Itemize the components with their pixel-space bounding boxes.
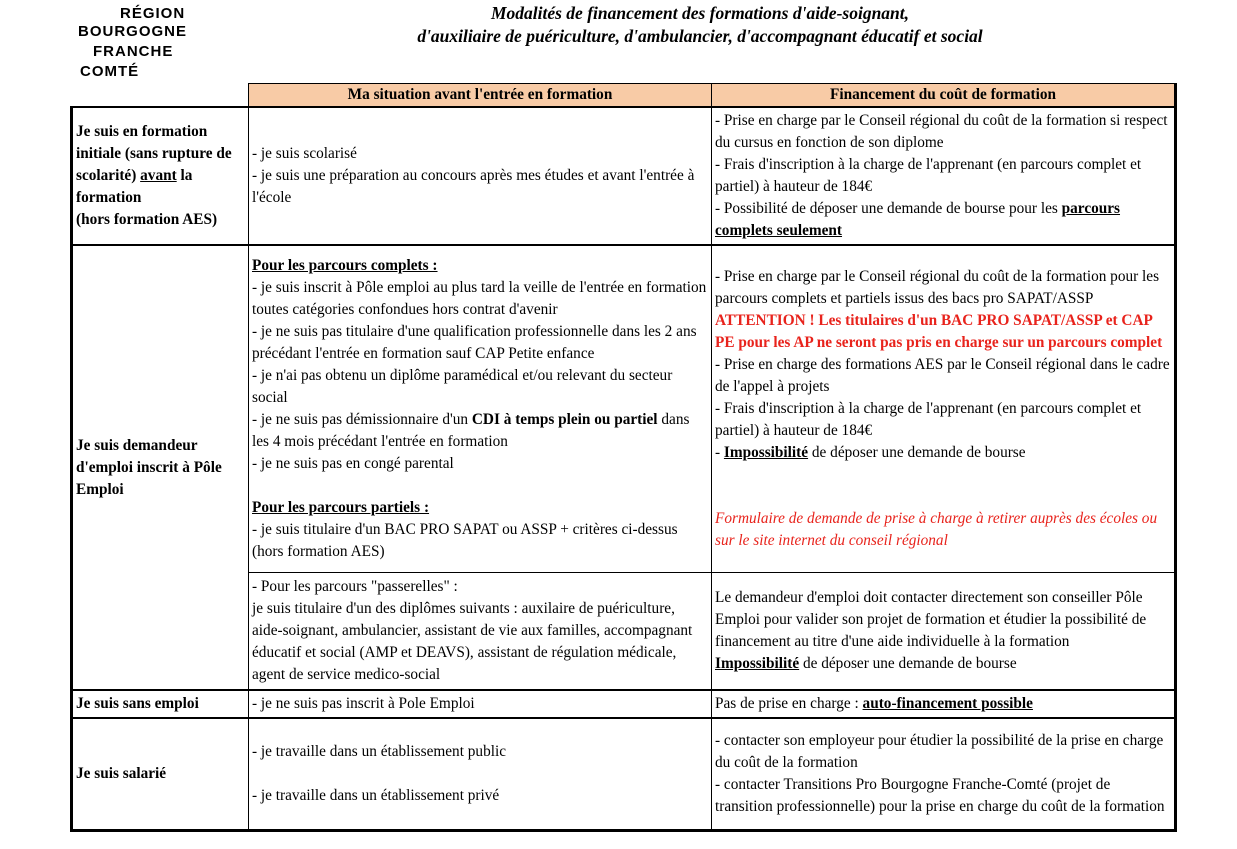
row1-label-avant: avant (140, 167, 177, 184)
row2-c5: - je ne suis pas en congé parental (252, 455, 454, 472)
row2-fin-4-pre: - (715, 444, 724, 461)
row4-fin-bold: auto-financement possible (862, 695, 1033, 712)
row2-c2: - je ne suis pas titulaire d'une qualification professionnelle dans les 2 ans précédant l'entrée en formation sauf CAP Petite enfance (252, 323, 697, 362)
header-financement: Financement du coût de formation (712, 84, 1176, 108)
row3-f2-post: de déposer une demande de bourse (799, 655, 1017, 672)
row1-fin-1: - Prise en charge par le Conseil régional du coût de la formation si respect du cursus en fonction de son diplome (715, 112, 1168, 151)
row2-c4a: - je ne suis pas démissionnaire d'un (252, 411, 472, 428)
page-title (290, 2, 1110, 48)
row3-situation-cell (249, 573, 712, 691)
row3-f2-bold: Impossibilité (715, 655, 800, 672)
row5-situation-cell (249, 718, 712, 831)
row5-s2: - je travaille dans un établissement privé (252, 787, 500, 804)
row1-label-a: Je suis en formation initiale (sans rupture de scolarité) (76, 123, 232, 184)
row2-fin-1: - Prise en charge par le Conseil régional du coût de la formation pour les parcours complets et partiels issus des bacs pro SAPAT/ASSP (715, 268, 1160, 307)
row5-financement-cell (712, 718, 1176, 831)
row2-p1: - je suis titulaire d'un BAC PRO SAPAT ou ASSP + critères ci-dessus (hors formation AES) (252, 521, 678, 560)
table-row (72, 107, 1176, 245)
row2-situation-cell (249, 245, 712, 573)
row2-fin-3: - Frais d'inscription à la charge de l'apprenant (en parcours complet et partiel) à hauteur de 184€ (715, 400, 1142, 439)
row5-f1: - contacter son employeur pour étudier la possibilité de la prise en charge du coût de la formation (715, 732, 1164, 771)
row1-label-c: (hors formation AES) (76, 211, 218, 228)
row1-situation-1: - je suis scolarisé (252, 145, 357, 162)
row5-label: Je suis salarié (76, 765, 167, 782)
row-label-sans-emploi (72, 690, 249, 718)
row3-financement-cell (712, 573, 1176, 691)
logo-line-1: RÉGION (120, 5, 186, 22)
row5-f2: - contacter Transitions Pro Bourgogne Franche-Comté (projet de transition professionnelle) pour la prise en charge du coût de la formation (715, 776, 1165, 815)
row2-fin-2: - Prise en charge des formations AES par le Conseil régional dans le cadre de l'appel à projets (715, 356, 1170, 395)
row1-financement-cell (712, 107, 1176, 245)
row2-partiels-heading: Pour les parcours partiels : (252, 499, 430, 516)
row-label-salarie (72, 718, 249, 831)
header-empty-cell (72, 84, 249, 108)
row4-situation-cell (249, 690, 712, 718)
row2-attention: ATTENTION ! Les titulaires d'un BAC PRO SAPAT/ASSP et CAP PE pour les AP ne seront pas pris en charge sur un parcours complet (715, 312, 1163, 351)
row4-fin-pre: Pas de prise en charge : (715, 695, 863, 712)
row2-formulaire: Formulaire de demande de prise à charge à retirer auprès des écoles ou sur le site internet du conseil régional (715, 510, 1158, 549)
logo-line-3: FRANCHE (93, 43, 174, 60)
region-logo (78, 4, 228, 84)
header-situation: Ma situation avant l'entrée en formation (249, 84, 712, 108)
row1-fin-3-bold: parcours complets seulement (715, 200, 1121, 239)
row1-label-b: la formation (76, 167, 193, 206)
header-row (72, 84, 1176, 108)
row-label-demandeur-emploi (72, 245, 249, 690)
row2-c4b: CDI à temps plein ou partiel (471, 411, 658, 428)
title-line-1: Modalités de financement des formations d'aide-soignant, (490, 3, 910, 23)
row2-c3: - je n'ai pas obtenu un diplôme paramédical et/ou relevant du secteur social (252, 367, 673, 406)
row2-fin-4-bold: Impossibilité (723, 444, 809, 461)
row5-s1: - je travaille dans un établissement public (252, 743, 507, 760)
table-row (72, 718, 1176, 831)
row2-financement-cell (712, 245, 1176, 573)
row3-f1: Le demandeur d'emploi doit contacter directement son conseiller Pôle Emploi pour valider son projet de formation et étudier la possibilité de financement au titre d'une aide individuelle à la formation (715, 589, 1147, 650)
row1-situation-cell (249, 107, 712, 245)
logo-line-2: BOURGOGNE (78, 23, 188, 40)
row3-s1: - Pour les parcours "passerelles" : (252, 578, 458, 595)
row4-label: Je suis sans emploi (76, 695, 199, 712)
row-label-formation-initiale (72, 107, 249, 245)
row4-situation: - je ne suis pas inscrit à Pole Emploi (252, 695, 475, 712)
row1-situation-2: - je suis une préparation au concours après mes études et avant l'entrée à l'école (252, 167, 695, 206)
row4-financement-cell (712, 690, 1176, 718)
row1-fin-2: - Frais d'inscription à la charge de l'apprenant (en parcours complet et partiel) à hauteur de 184€ (715, 156, 1142, 195)
logo-line-4: COMTÉ (80, 63, 140, 80)
title-line-2: d'auxiliaire de puériculture, d'ambulancier, d'accompagnant éducatif et social (417, 26, 983, 46)
table-row (72, 245, 1176, 573)
row2-c1: - je suis inscrit à Pôle emploi au plus tard la veille de l'entrée en formation toutes catégories confondues hors contrat d'avenir (252, 279, 707, 318)
financing-table (70, 83, 1177, 832)
table-row (72, 690, 1176, 718)
row2-c4c: dans les 4 mois précédant l'entrée en formation (252, 411, 690, 450)
row3-s2: je suis titulaire d'un des diplômes suivants : auxilaire de puériculture, aide-soignant, ambulancier, assistant de vie aux familles, accompagnant éducatif et social (AMP et DEAVS), assistant de régulation médicale, agent de service medico-social (252, 600, 693, 683)
row2-complets-heading: Pour les parcours complets : (252, 257, 438, 274)
row2-label: Je suis demandeur d'emploi inscrit à Pôle Emploi (76, 436, 222, 498)
row1-fin-3: - Possibilité de déposer une demande de bourse pour les (715, 200, 1062, 217)
row2-fin-4-post: de déposer une demande de bourse (808, 444, 1026, 461)
